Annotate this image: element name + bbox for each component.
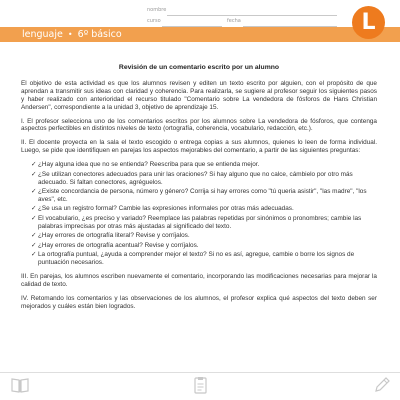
check-icon: ✓ [31,188,37,196]
question-text: ¿Hay alguna idea que no se entienda? Reescriba para que se entienda mejor. [38,161,260,169]
footer-divider [0,372,400,373]
page-title: Revisión de un comentario escrito por un alumno [118,64,280,71]
list-item [31,205,377,213]
question-text: La ortografía puntual, ¿ayuda a comprender mejor el texto? Si no es así, agregue, cambie o borre los signos de puntuación necesarios. [38,251,355,267]
clipboard-icon [190,376,210,394]
subject-name: lenguaje [22,29,63,40]
lenguaje-logo: L [352,6,385,39]
step-3-paragraph: III. En parejas, los alumnos escriben nuevamente el comentario, incorporando las modificaciones necesarias para mejorar la calidad de texto. [21,273,377,289]
list-item [31,188,377,204]
list-item [31,171,377,187]
check-icon: ✓ [31,170,37,178]
subject-separator: • [67,30,73,39]
question-text: ¿Hay errores de ortografía acentual? Revise y corríjalos. [38,241,199,249]
date-label: fecha [227,18,241,24]
list-item [31,232,377,240]
grade-label: 6º básico [77,29,122,40]
list-item [31,242,377,250]
check-icon: ✓ [31,161,37,169]
check-icon: ✓ [31,205,37,213]
intro-paragraph: El objetivo de esta actividad es que los alumnos revisen y editen un texto escrito por alguien, con el propósito de que aprendan a transmitir sus ideas con claridad y coherencia. Para realizarla, se sugiere al profesor seguir los siguientes pasos y haber realizado con anterioridad el recurso titulado "Comentario sobre La vendedora de fósforos de Hans Christian Andersen", correspondiente a la unidad 3, objetivo de aprendizaje 15. [21,79,377,111]
name-field[interactable] [167,15,337,16]
pencil-icon [372,376,392,394]
question-text: ¿Existe concordancia de persona, número y género? Corrija si hay errores como "tú queria asistir", "las madre", "los aves", etc. [38,188,367,203]
course-label: curso [147,18,161,24]
step-1-paragraph: I. El profesor selecciona uno de los comentarios escritos por los alumnos sobre La vendedora de fósforos, que contenga aspectos perfectibles en distintos niveles de texto (ortografía, coherencia, vocabulario, redacción, etc.). [21,117,377,133]
check-icon: ✓ [31,241,37,249]
document-body [21,64,377,317]
question-text: ¿Se usa un registro formal? Cambie las expresiones informales por otras más adecuadas. [38,205,294,213]
question-text: El vocabulario, ¿es preciso y variado? Reemplace las palabras repetidas por sinónimos o pronombres; cambie las palabras imprecisas por otras más ajustadas al significado del texto. [38,214,362,230]
check-icon: ✓ [31,232,37,240]
list-item [31,161,377,169]
check-icon: ✓ [31,214,37,222]
name-label: nombre [147,7,167,13]
page-header [0,0,400,62]
subject-label [22,27,122,42]
question-text: ¿Se utilizan conectores adecuados para unir las oraciones? Si hay alguno que no calce, cámbielo por otro más adecuado. Si faltan conectores, agréguelos. [38,170,353,186]
question-list [21,161,377,267]
question-text: ¿Hay errores de ortografía literal? Revise y corríjalos. [38,232,190,240]
list-item [31,251,377,267]
list-item [31,215,377,231]
book-icon [10,376,30,394]
check-icon: ✓ [31,251,37,259]
step-2-paragraph: II. El docente proyecta en la sala el texto escogido o entrega copias a sus alumnos, quienes lo leen de forma individual. Luego, se pide que identifiquen en parejas los aspectos mejorables del comentario, a partir de las siguientes preguntas: [21,139,377,155]
step-4-paragraph: IV. Retomando los comentarios y las observaciones de los alumnos, el profesor explica qué aspectos del texto deben ser mejorados y cuáles están bien logrados. [21,295,377,310]
